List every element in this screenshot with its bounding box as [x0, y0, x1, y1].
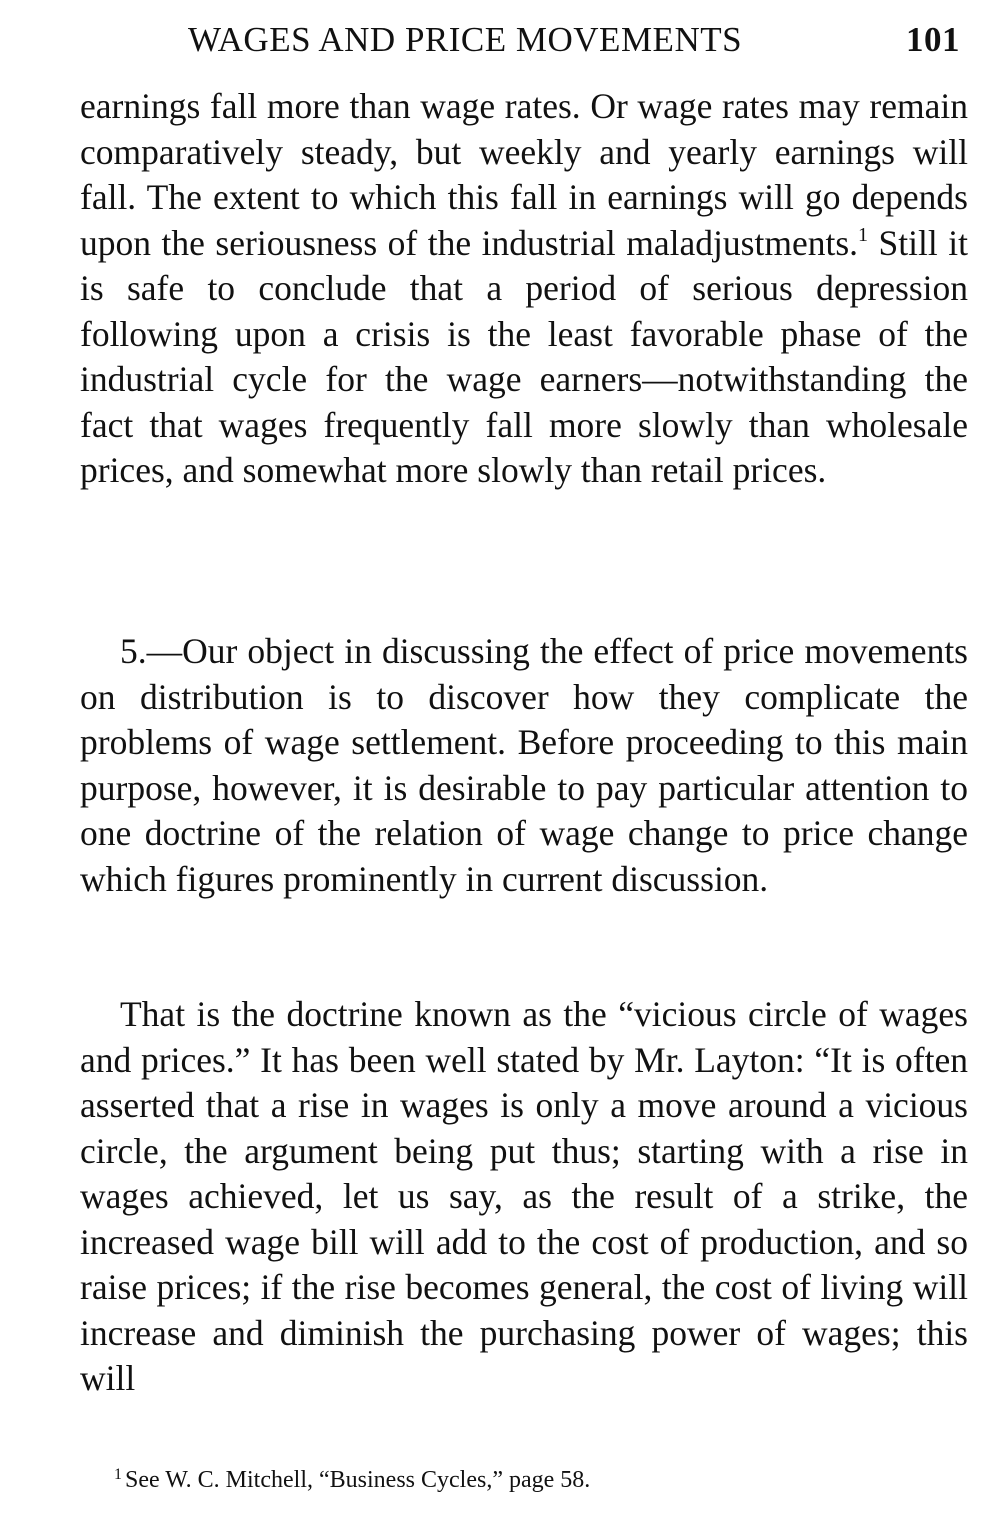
running-title: WAGES AND PRICE MOVEMENTS — [188, 20, 743, 59]
footnote — [114, 1458, 974, 1497]
running-head — [188, 16, 968, 64]
paragraph-section-5: 5.—Our object in discussing the effect of price movements on distribution is to discover how they complicate the problems of wage settlement. Before proceeding to this main purpose, however, it is desirable to pay particular attention to one doctrine of the relation of wage change to price change which figures prominently in current discussion. — [80, 631, 968, 899]
footnote-reference: 1 — [858, 223, 869, 246]
footnote-marker: 1 — [114, 1466, 122, 1483]
paragraph-earnings-text: earnings fall more than wage rates. Or wage rates may remain comparatively steady, but weekly and yearly earnings will fall. The extent to which this fall in earnings will go depends upon the seriousness of the industrial maladjustments. — [80, 86, 968, 263]
paragraph-earnings-continued: Still it is safe to conclude that a period of serious depression following upon a crisis is the least favorable phase of the industrial cycle for the wage earners—notwithstanding the fact that wages frequently fall more slowly than wholesale prices, and somewhat more slowly than retail prices. — [80, 222, 968, 490]
footnote-text: See W. C. Mitchell, “Business Cycles,” page 58. — [125, 1467, 591, 1493]
paragraph-vicious-circle: That is the doctrine known as the “vicious circle of wages and prices.” It has been well stated by Mr. Layton: “It is often asserted that a rise in wages is only a move around a vicious circle, the argument being put thus; starting with a rise in wages achieved, let us say, as the result of a strike, the increased wage bill will add to the cost of production, and so raise prices; if the rise becomes general, the cost of living will increase and diminish the purchasing power of wages; this will — [80, 994, 968, 1398]
page-number: 101 — [906, 20, 960, 59]
paragraph-earnings — [80, 84, 968, 494]
